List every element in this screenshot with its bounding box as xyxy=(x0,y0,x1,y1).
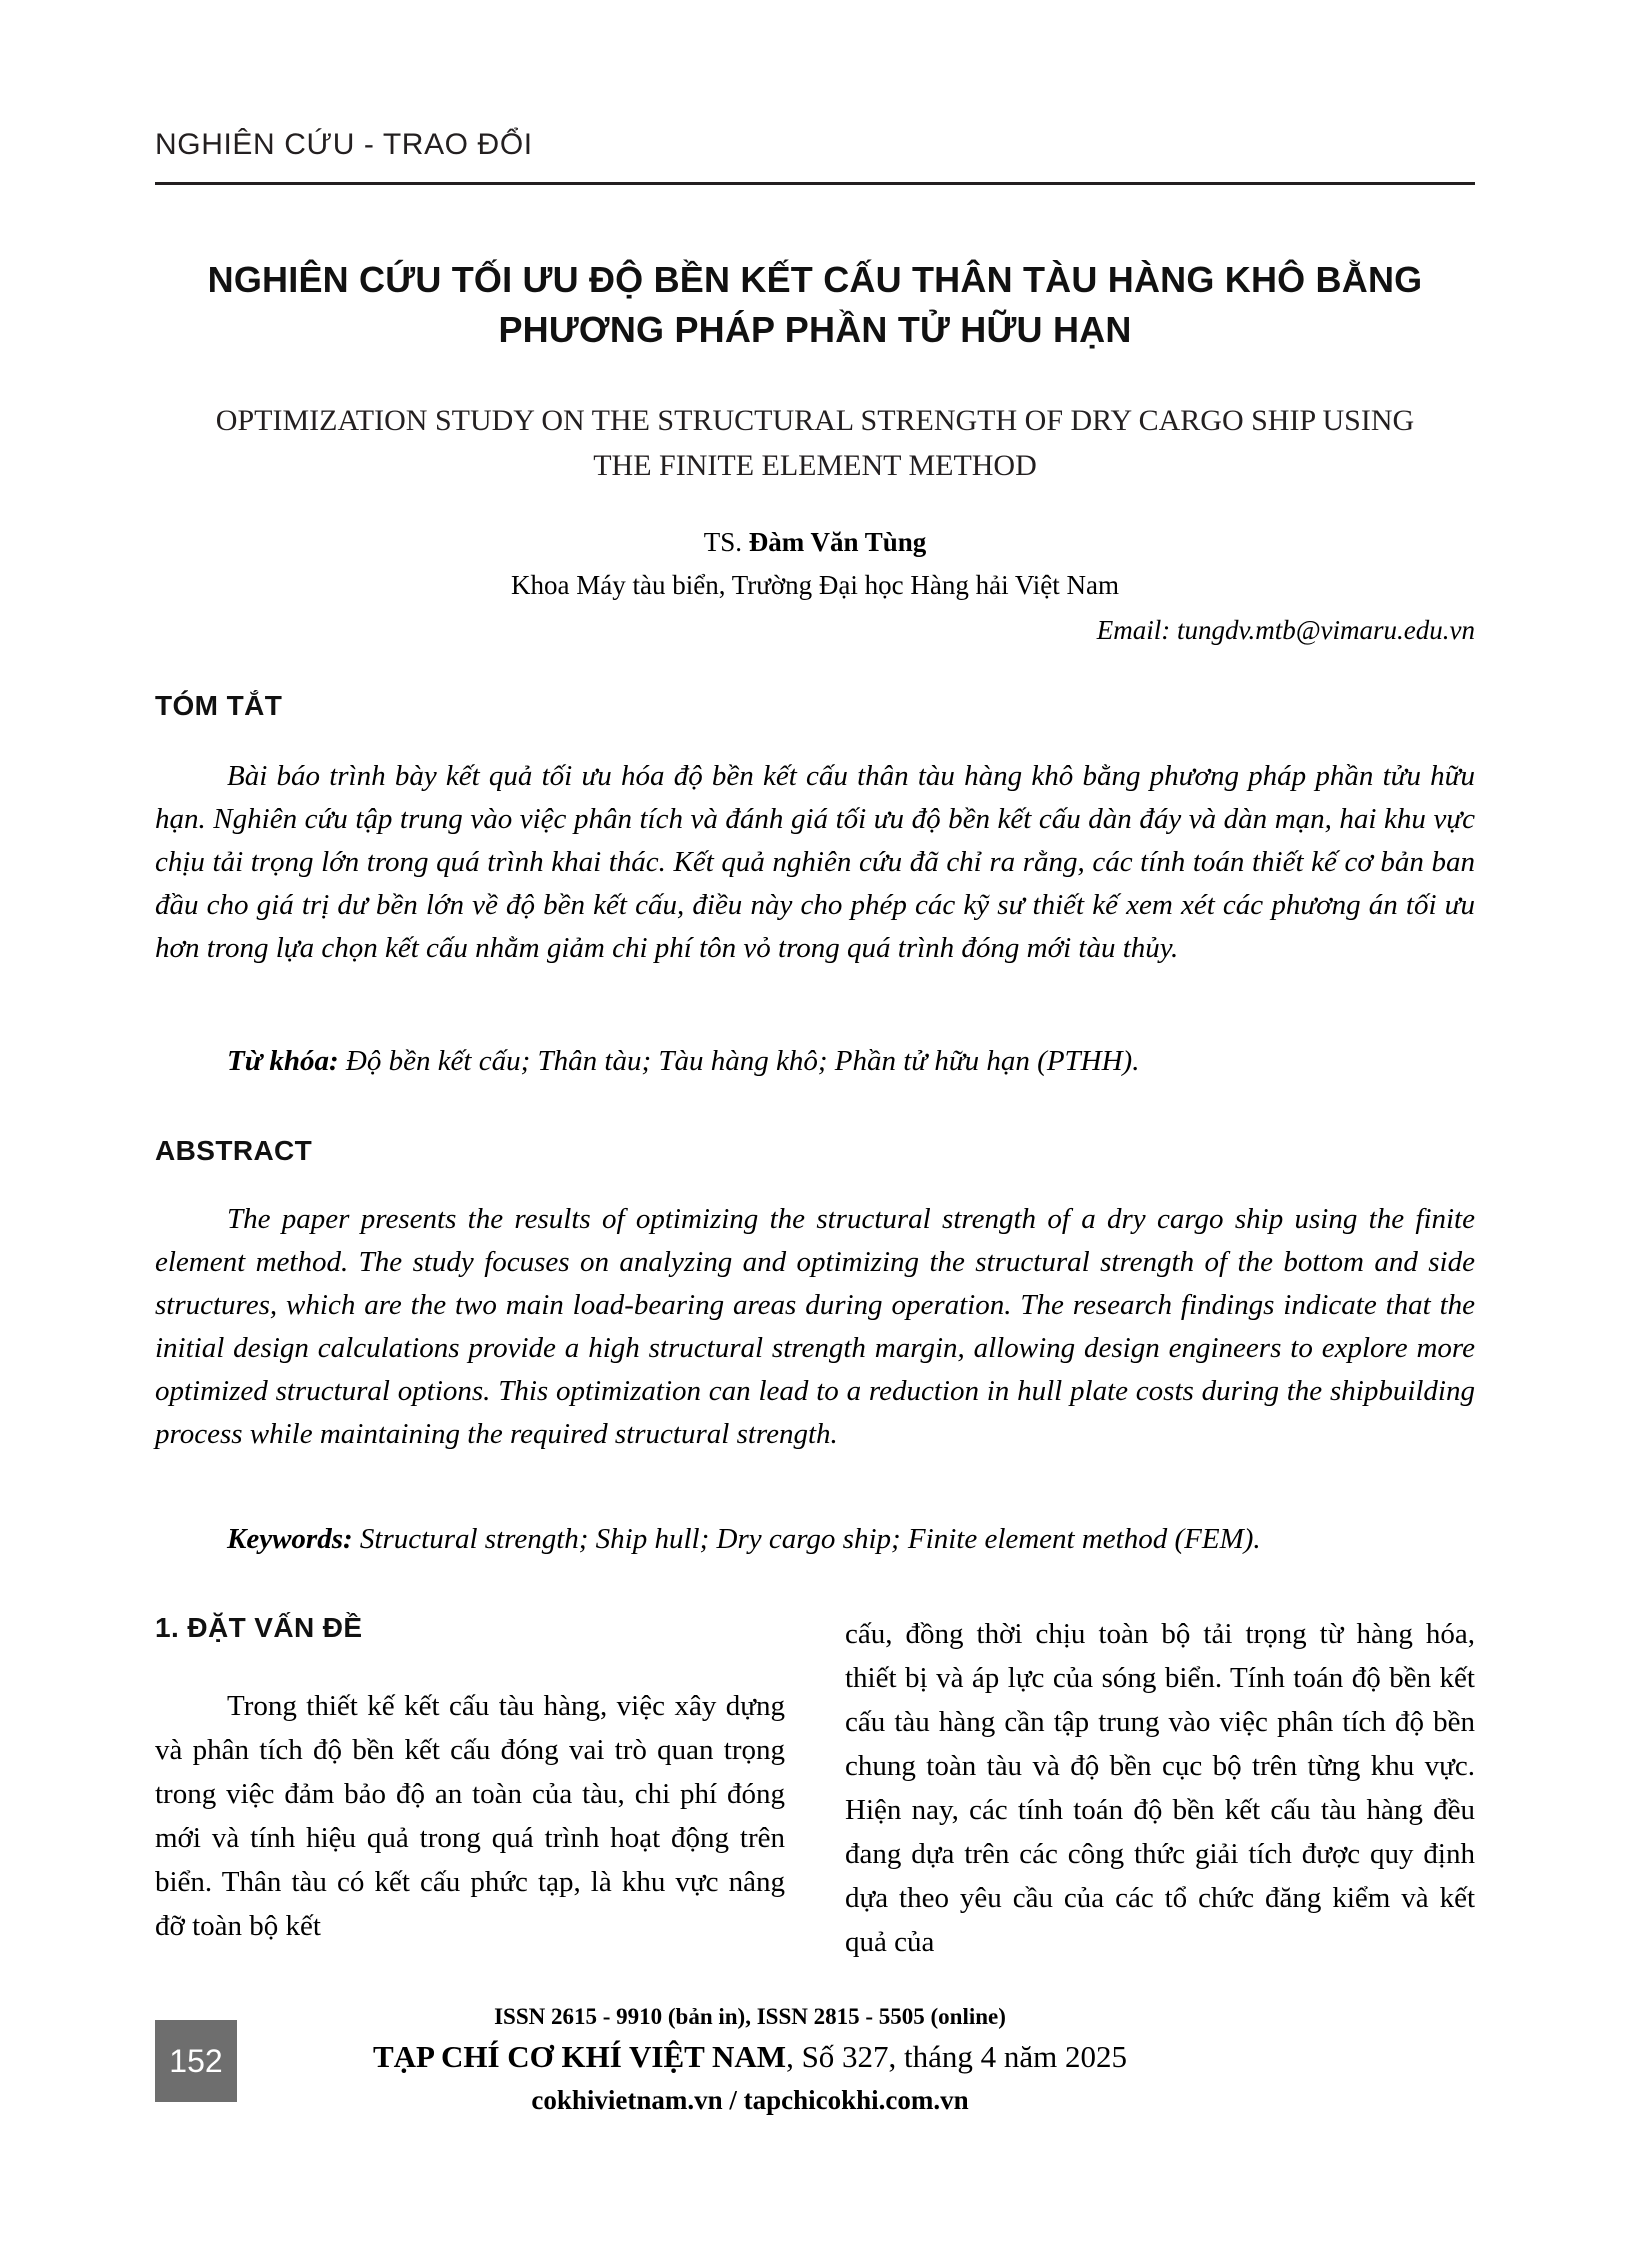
keywords-vi xyxy=(155,1040,1475,1083)
section-1-heading: 1. ĐẶT VẤN ĐỀ xyxy=(155,1612,363,1643)
footer-journal-name: TẠP CHÍ CƠ KHÍ VIỆT NAM xyxy=(372,2039,787,2074)
keywords-vi-list: Độ bền kết cấu; Thân tàu; Tàu hàng khô; Phần tử hữu hạn (PTHH). xyxy=(338,1045,1140,1077)
author-affiliation: Khoa Máy tàu biển, Trường Đại học Hàng hải Việt Nam xyxy=(511,570,1119,600)
body-paragraph-right xyxy=(845,1612,1475,1964)
footer-issn: ISSN 2615 - 9910 (bản in), ISSN 2815 - 5505 (online) xyxy=(494,2004,1006,2029)
body-text-right: cấu, đồng thời chịu toàn bộ tải trọng từ hàng hóa, thiết bị và áp lực của sóng biển. Tính toán độ bền kết cấu tàu hàng cần tập trung vào việc phân tích độ bền chung toàn tàu và độ bền cục bộ trên từng khu vực. Hiện nay, các tính toán độ bền kết cấu tàu hàng đều đang dựa trên các công thức giải tích được quy định dựa theo yêu cầu của các tổ chức đăng kiểm và kết quả của xyxy=(845,1618,1475,1958)
author-name: Đàm Văn Tùng xyxy=(748,527,927,557)
keywords-en-label: Keywords: xyxy=(227,1523,353,1555)
abstract-vi-heading: TÓM TẮT xyxy=(155,690,283,721)
page-title-english: OPTIMIZATION STUDY ON THE STRUCTURAL STRENGTH OF DRY CARGO SHIP USING THE FINITE ELEMENT METHOD xyxy=(215,404,1415,482)
author-degree: TS. xyxy=(703,527,749,557)
abstract-en-text: The paper presents the results of optimizing the structural strength of a dry cargo ship using the finite element method. The study focuses on analyzing and optimizing the structural strength of the bottom and side structures, which are the two main load-bearing areas during operation. The research findings indicate that the initial design calculations provide a high structural strength margin, allowing design engineers to explore more optimized structural options. This optimization can lead to a reduction in hull plate costs during the shipbuilding process while maintaining the required structural strength. xyxy=(155,1203,1475,1450)
keywords-en-list: Structural strength; Ship hull; Dry cargo ship; Finite element method (FEM). xyxy=(352,1523,1261,1555)
author-email: Email: tungdv.mtb@vimaru.edu.vn xyxy=(1096,615,1475,645)
running-head: NGHIÊN CỨU - TRAO ĐỔI xyxy=(155,128,533,161)
page-title-vietnamese: NGHIÊN CỨU TỐI ƯU ĐỘ BỀN KẾT CẤU THÂN TÀU HÀNG KHÔ BẰNG PHƯƠNG PHÁP PHẦN TỬ HỮU HẠN xyxy=(207,259,1423,350)
body-paragraph-left xyxy=(155,1684,785,1948)
abstract-vi-body xyxy=(155,755,1475,970)
page-number-badge: 152 xyxy=(155,2020,237,2102)
keywords-en xyxy=(155,1518,1475,1561)
keywords-vi-label: Từ khóa: xyxy=(227,1045,339,1077)
footer-journal-issue: , Số 327, tháng 4 năm 2025 xyxy=(786,2039,1128,2074)
footer-website: cokhivietnam.vn / tapchicokhi.com.vn xyxy=(531,2085,969,2115)
header-divider xyxy=(155,182,1475,185)
body-column-left xyxy=(155,1684,785,1948)
footer xyxy=(250,2000,1250,2120)
footer-journal xyxy=(250,2034,1250,2080)
author-line xyxy=(155,527,1475,558)
abstract-en-heading: ABSTRACT xyxy=(155,1135,313,1166)
body-text-left: Trong thiết kế kết cấu tàu hàng, việc xây dựng và phân tích độ bền kết cấu đóng vai trò quan trọng trong việc đảm bảo độ an toàn của tàu, chi phí đóng mới và tính hiệu quả trong quá trình hoạt động trên biển. Thân tàu có kết cấu phức tạp, là khu vực nâng đỡ toàn bộ kết xyxy=(155,1690,785,1942)
abstract-en-body xyxy=(155,1198,1475,1456)
page-content xyxy=(155,0,1475,2260)
body-column-right xyxy=(845,1612,1475,1964)
abstract-vi-text: Bài báo trình bày kết quả tối ưu hóa độ bền kết cấu thân tàu hàng khô bằng phương pháp phần tửu hữu hạn. Nghiên cứu tập trung vào việc phân tích và đánh giá tối ưu độ bền kết cấu dàn đáy và dàn mạn, hai khu vực chịu tải trọng lớn trong quá trình khai thác. Kết quả nghiên cứu đã chỉ ra rằng, các tính toán thiết kế cơ bản ban đầu cho giá trị dư bền lớn về độ bền kết cấu, điều này cho phép các kỹ sư thiết kế xem xét các phương án tối ưu hơn trong lựa chọn kết cấu nhằm giảm chi phí tôn vỏ trong quá trình đóng mới tàu thủy. xyxy=(155,760,1475,964)
